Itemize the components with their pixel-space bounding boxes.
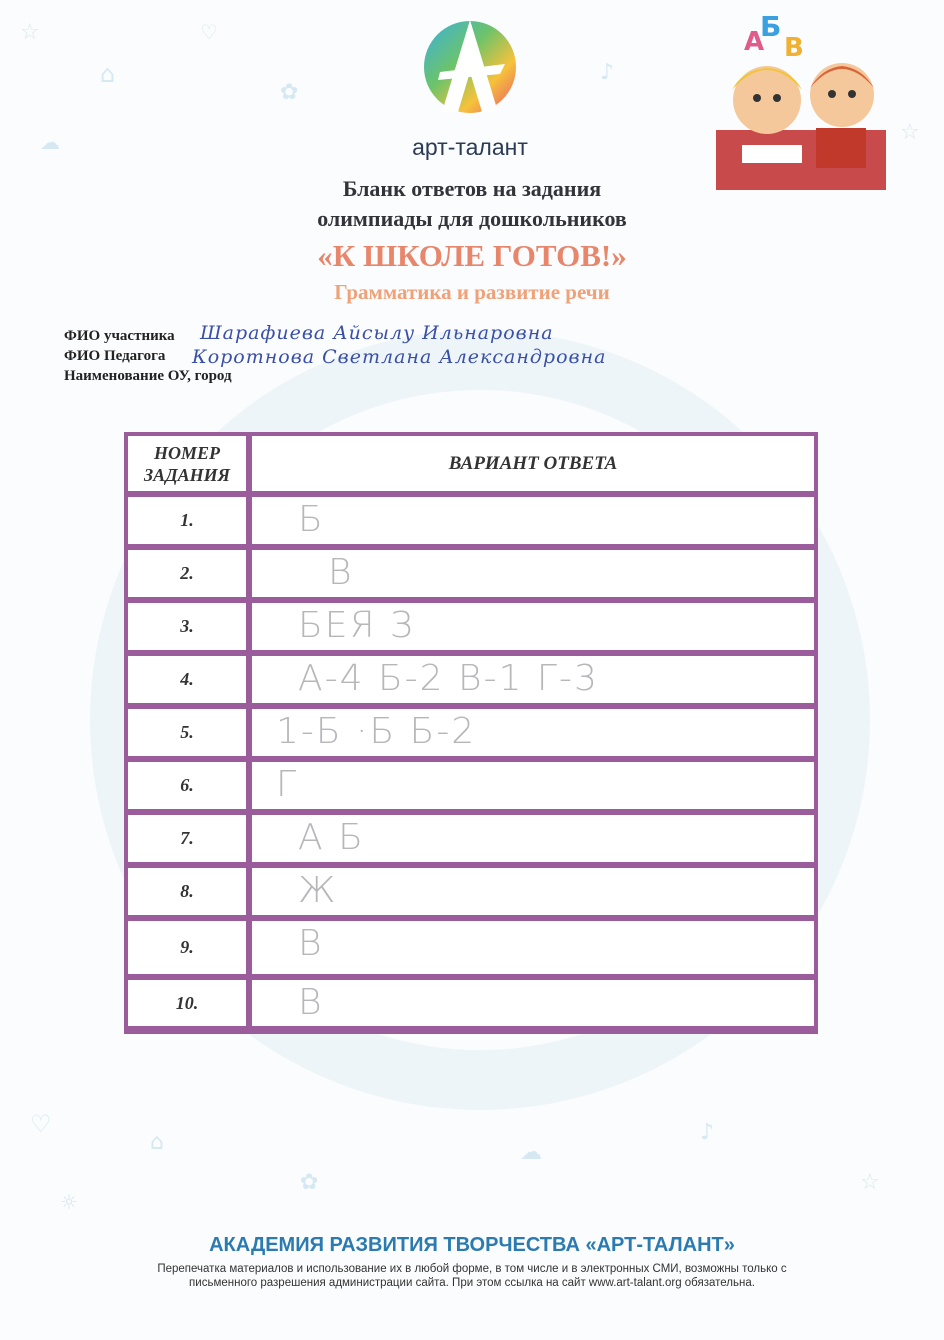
- heart-doodle-icon: ♡: [200, 20, 218, 44]
- answer-text: БЕЯ З: [298, 605, 415, 646]
- task-number: 2.: [128, 550, 246, 597]
- flower-doodle-icon: ✿: [300, 1170, 319, 1195]
- footer-note-line2: письменного разрешения администрации сайта. При этом ссылка на сайт www.art-talant.org обязательна.: [189, 1277, 755, 1289]
- table-row: [128, 762, 814, 809]
- table-row: [128, 497, 814, 544]
- note-doodle-icon: ♪: [700, 1120, 715, 1145]
- answer-text: В: [298, 982, 324, 1023]
- flower-doodle-icon: ✿: [280, 80, 299, 105]
- answer-table: [124, 432, 818, 1034]
- task-number: 3.: [128, 603, 246, 650]
- task-number: 4.: [128, 656, 246, 703]
- cloud-doodle-icon: ☁: [40, 130, 60, 154]
- task-number: 10.: [128, 980, 246, 1026]
- answer-cell[interactable]: [252, 656, 814, 703]
- answer-cell[interactable]: [252, 980, 814, 1026]
- answer-text: Г: [276, 764, 299, 805]
- table-row: [128, 921, 814, 974]
- art-talant-logo-icon: [420, 12, 520, 122]
- table-row: [128, 709, 814, 756]
- answer-text: 1-Б ·Б Б-2: [276, 711, 477, 752]
- kids-reading-illustration-icon: [712, 10, 890, 192]
- col-number-header-line2: ЗАДАНИЯ: [143, 464, 231, 485]
- table-header-row: [128, 436, 814, 491]
- house-doodle-icon: ⌂: [150, 1130, 164, 1155]
- table-row: [128, 815, 814, 862]
- task-number: 9.: [128, 921, 246, 974]
- answer-cell[interactable]: [252, 603, 814, 650]
- answer-cell[interactable]: [252, 709, 814, 756]
- form-title-line2: олимпиады для дошкольников: [317, 206, 627, 231]
- answer-cell[interactable]: [252, 762, 814, 809]
- table-row: [128, 603, 814, 650]
- table-row: [128, 980, 814, 1026]
- school-label: Наименование ОУ, город: [64, 368, 232, 384]
- task-number: 8.: [128, 868, 246, 915]
- task-number: 1.: [128, 497, 246, 544]
- teacher-label: ФИО Педагога: [64, 348, 166, 364]
- task-number: 7.: [128, 815, 246, 862]
- answer-text: Ж: [298, 870, 338, 911]
- olympiad-name: «К ШКОЛЕ ГОТОВ!»: [317, 238, 627, 273]
- task-number: 6.: [128, 762, 246, 809]
- table-row: [128, 550, 814, 597]
- letter-a: А: [744, 27, 765, 57]
- form-title-line1: Бланк ответов на задания: [342, 176, 602, 201]
- cloud-doodle-icon: ☁: [520, 1140, 542, 1165]
- answer-cell[interactable]: [252, 815, 814, 862]
- heart-doodle-icon: ♡: [30, 1110, 52, 1138]
- footer-note-line1: Перепечатка материалов и использование их в любой форме, в том числе и в электронных СМИ, возможны только с: [157, 1263, 787, 1275]
- answer-text: А-4 Б-2 В-1 Г-3: [298, 658, 599, 699]
- letter-v: В: [784, 33, 804, 63]
- table-row: [128, 656, 814, 703]
- answer-cell[interactable]: [252, 921, 814, 974]
- subject-name: Грамматика и развитие речи: [334, 280, 610, 304]
- answer-text: В: [328, 552, 354, 593]
- brand-name: арт-талант: [412, 134, 528, 160]
- col-answer-header: ВАРИАНТ ОТВЕТА: [252, 436, 814, 491]
- col-number-header: [128, 436, 246, 491]
- star-doodle-icon: ☆: [900, 120, 920, 145]
- footer-note: [92, 1262, 852, 1290]
- answer-cell[interactable]: [252, 550, 814, 597]
- answer-cell[interactable]: [252, 868, 814, 915]
- answer-cell[interactable]: [252, 497, 814, 544]
- sun-doodle-icon: ☼: [60, 1190, 78, 1214]
- answer-text: В: [298, 923, 324, 964]
- col-number-header-line1: НОМЕР: [153, 442, 220, 463]
- answer-text: А Б: [298, 817, 365, 858]
- participant-name-field[interactable]: Шарафиева Айсылу Ильнаровна: [200, 322, 554, 344]
- star-doodle-icon: ☆: [20, 20, 40, 45]
- answer-text: Б: [298, 499, 325, 540]
- task-number: 5.: [128, 709, 246, 756]
- note-doodle-icon: ♪: [600, 60, 615, 85]
- star-doodle-icon: ☆: [860, 1170, 880, 1195]
- table-row: [128, 868, 814, 915]
- participant-label: ФИО участника: [64, 328, 175, 344]
- letter-b: Б: [760, 10, 782, 43]
- house-doodle-icon: ⌂: [100, 60, 116, 88]
- footer-title: АКАДЕМИЯ РАЗВИТИЯ ТВОРЧЕСТВА «АРТ-ТАЛАНТ»: [209, 1234, 735, 1256]
- teacher-name-field[interactable]: Коротнова Светлана Александровна: [192, 346, 607, 368]
